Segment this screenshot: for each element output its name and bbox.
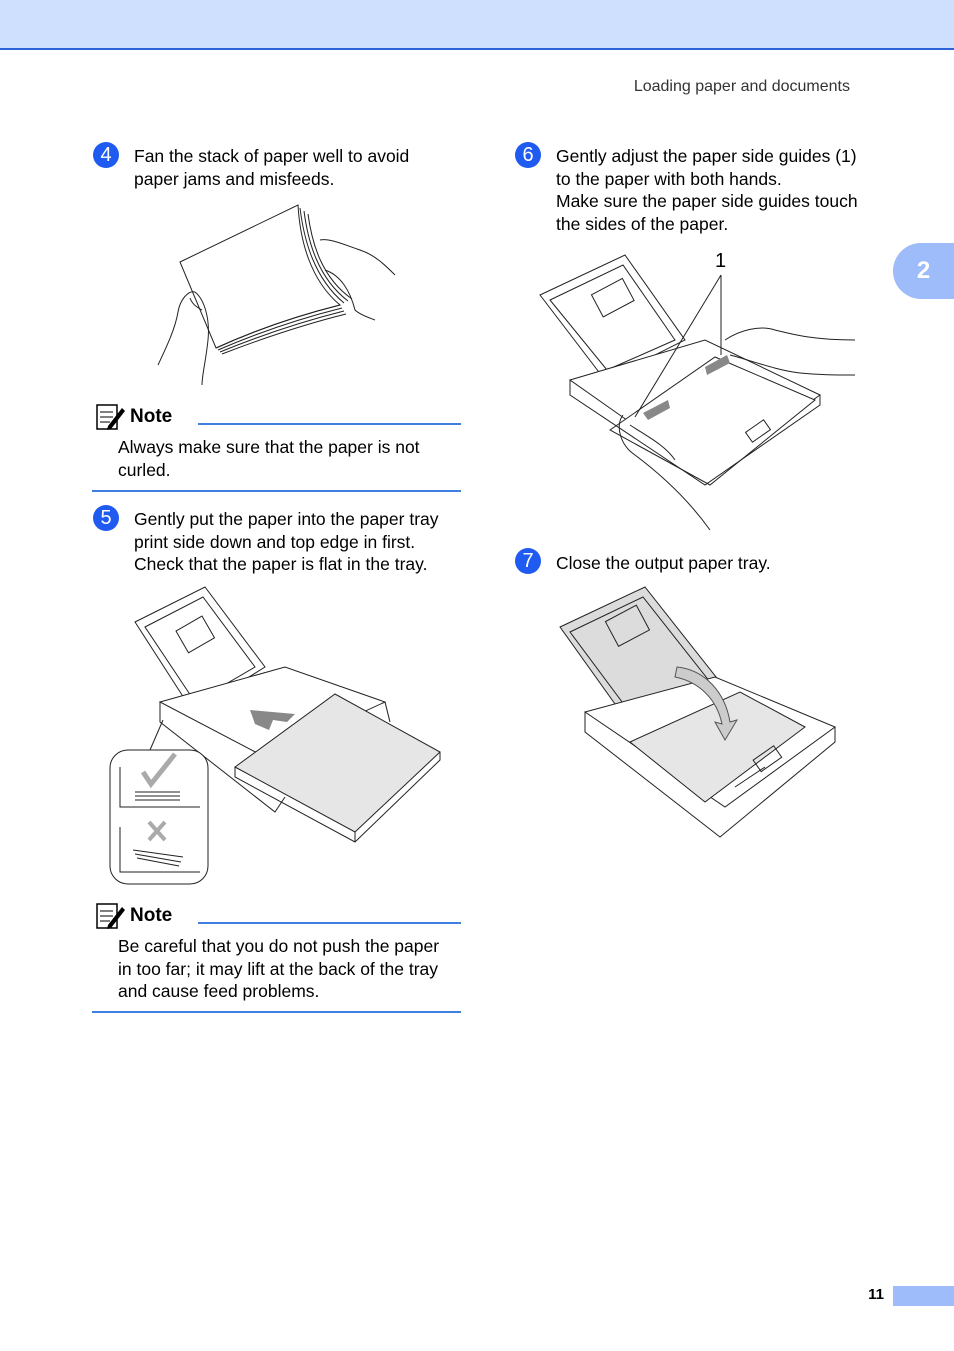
step-7-line-1: Close the output paper tray. (556, 553, 771, 573)
step-7-text (556, 552, 771, 575)
step-5-line-3: Check that the paper is flat in the tray. (134, 554, 428, 574)
step-6-text (556, 145, 858, 235)
footer-tab (893, 1286, 954, 1306)
step-4-line-2: paper jams and misfeeds. (134, 168, 335, 189)
page-number: 11 (868, 1286, 884, 1303)
note-1-label: Note (130, 406, 173, 427)
figure-load-tray (105, 582, 445, 887)
note-2-line-3: and cause feed problems. (118, 981, 320, 1001)
guide-callout-label: 1 (715, 250, 727, 272)
note-1-header (96, 404, 461, 430)
step-6-line-4: the sides of the paper. (556, 213, 729, 234)
note-1-line-2: curled. (118, 459, 171, 480)
note-2-text (118, 935, 439, 1003)
note-2-bottom-rule (92, 1011, 461, 1013)
note-2-line-1: Be careful that you do not push the paper (118, 936, 440, 956)
step-6-line-3: Make sure the paper side guides touch (556, 191, 858, 211)
note-2-header (96, 903, 461, 929)
step-4-badge: 4 (93, 142, 119, 168)
chapter-tab: 2 (893, 243, 954, 299)
figure-adjust-guides (535, 245, 860, 535)
note-1-line-1: Always make sure that the paper is not (118, 437, 420, 457)
note-1-text (118, 436, 420, 481)
step-7-badge: 7 (515, 548, 541, 574)
step-5-badge: 5 (93, 505, 119, 531)
note-2-top-rule (198, 922, 461, 924)
note-1-top-rule (198, 423, 461, 425)
note-2-line-2: in too far; it may lift at the back of the tray (118, 958, 439, 979)
note-pencil-icon (96, 903, 126, 929)
step-4-line-1: Fan the stack of paper well to avoid (134, 146, 410, 166)
step-6-line-1: Gently adjust the paper side guides (1) (556, 146, 857, 166)
step-5-text (134, 508, 439, 576)
step-6-line-2: to the paper with both hands. (556, 168, 782, 189)
step-4-text (134, 145, 409, 190)
note-pencil-icon (96, 404, 126, 430)
figure-close-output-tray (555, 582, 840, 844)
step-5-line-2: print side down and top edge in first. (134, 531, 416, 552)
running-title: Loading paper and documents (633, 78, 850, 95)
figure-fan-paper (150, 200, 400, 390)
step-5-line-1: Gently put the paper into the paper tray (134, 509, 439, 529)
note-1-bottom-rule (92, 490, 461, 492)
note-2-label: Note (130, 905, 173, 926)
header-band (0, 0, 954, 50)
step-6-badge: 6 (515, 142, 541, 168)
